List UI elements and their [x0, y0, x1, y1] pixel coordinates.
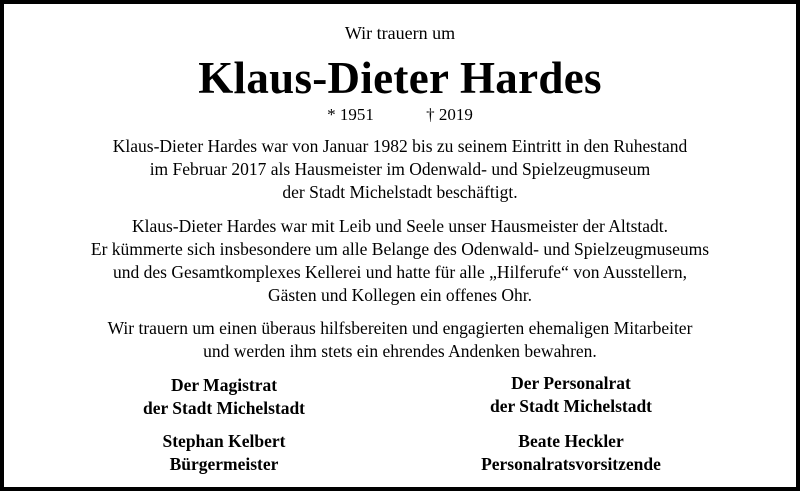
signature-line: Beate Heckler — [518, 431, 624, 451]
tribute-paragraph — [4, 215, 796, 307]
paragraph-line: im Februar 2017 als Hausmeister im Odenwald- und Spielzeugmuseum — [149, 159, 651, 179]
paragraph-line: und des Gesamtkomplexes Kellerei und hatte für alle „Hilferufe“ von Ausstellern, — [113, 262, 687, 282]
signature-line: Der Personalrat — [511, 373, 631, 393]
mourning-paragraph — [4, 317, 796, 363]
signature-line: Personalratsvorsitzende — [481, 454, 661, 474]
signature-line: Stephan Kelbert — [162, 431, 286, 451]
paragraph-line: Er kümmerte sich insbesondere um alle Belange des Odenwald- und Spielzeugmuseums — [90, 239, 710, 259]
birth-year: * 1951 — [327, 105, 374, 124]
death-year: † 2019 — [426, 105, 473, 124]
paragraph-line: der Stadt Michelstadt beschäftigt. — [282, 182, 518, 202]
life-dates — [4, 104, 796, 126]
paragraph-line: Klaus-Dieter Hardes war von Januar 1982 bis zu seinem Eintritt in den Ruhestand — [112, 136, 688, 156]
paragraph-line: Gästen und Kollegen ein offenes Ohr. — [267, 285, 533, 305]
deceased-name: Klaus-Dieter Hardes — [198, 53, 602, 103]
signature-line: Der Magistrat — [170, 375, 278, 395]
paragraph-line: Klaus-Dieter Hardes war mit Leib und Seele unser Hausmeister der Altstadt. — [131, 216, 669, 236]
signature-mayor — [74, 430, 374, 476]
signature-chair — [421, 430, 721, 476]
paragraph-line: Wir trauern um einen überaus hilfsbereiten und engagierten ehemaligen Mitarbeiter — [107, 318, 693, 338]
signature-line: Bürgermeister — [169, 454, 279, 474]
paragraph-line: und werden ihm stets ein ehrendes Andenken bewahren. — [203, 341, 597, 361]
signature-magistrat — [74, 374, 374, 420]
employment-paragraph — [4, 135, 796, 204]
signature-line: der Stadt Michelstadt — [489, 396, 653, 416]
signature-personalrat — [421, 372, 721, 418]
signature-line: der Stadt Michelstadt — [142, 398, 306, 418]
intro-text: Wir trauern um — [344, 23, 456, 43]
